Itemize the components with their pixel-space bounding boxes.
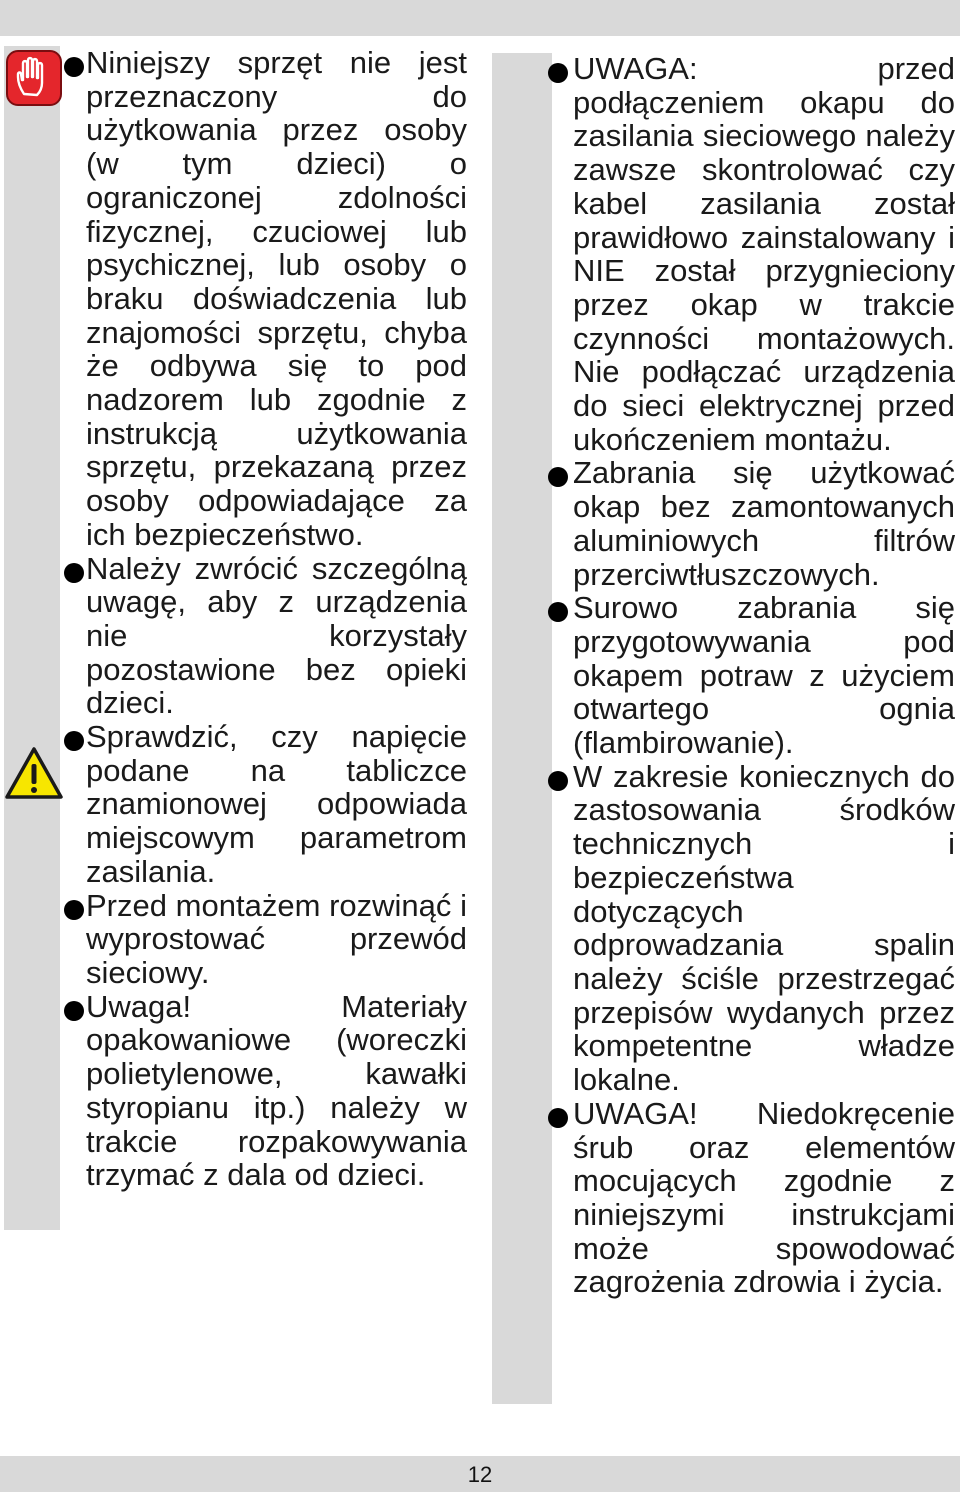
right-text-column [573,52,955,1299]
list-item: Przed montażem rozwinąć i wyprostować przewód sieciowy. [86,887,467,990]
middle-margin-strip [492,53,552,1404]
left-margin-strip [4,46,60,1230]
warning-triangle-icon [4,745,64,801]
left-text-column [86,46,467,1192]
list-item: Należy zwrócić szczególną uwagę, aby z urządzenia nie korzystały pozostawione bez opieki dzieci. [86,550,467,721]
list-item: Uwaga! Materiały opakowaniowe (woreczki polietylenowe, kawałki styropianu itp.) należy w trakcie rozpakowywania trzymać z dala od dzieci. [86,988,467,1193]
stop-hand-icon [6,50,62,106]
header-band [0,0,960,36]
list-item: Sprawdzić, czy napięcie podane na tabliczce znamionowej odpowiada miejscowym parametrom zasilania. [86,719,467,889]
list-item: W zakresie koniecznych do zastosowania środków technicznych i bezpieczeństwa dotyczących odprowadzania spalin należy ściśle przestrzegać przepisów wydanych przez kompetentne władze lokalne. [573,758,955,1098]
list-item: Zabrania się użytkować okap bez zamontowanych aluminiowych filtrów przerciwtłuszczowych. [573,455,955,592]
list-item: Surowo zabrania się przygotowywania pod okapem potraw z użyciem otwartego ognia (flambirowanie). [573,590,955,761]
list-item: Niniejszy sprzęt nie jest przeznaczony do użytkowania przez osoby (w tym dzieci) o ograniczonej zdolności fizycznej, czuciowej lub psychicznej, lub osoby o braku doświadczenia lub znajomości sprzętu, chyba że odbywa się to pod nadzorem lub zgodnie z instrukcją użytkowania sprzętu, przekazaną przez osoby odpowiadające za ich bezpieczeństwo. [86,45,467,552]
page-number: 12 [467,1462,493,1487]
list-item: UWAGA! Niedokręcenie śrub oraz elementów mocujących zgodnie z niniejszymi instrukcjami może spowodować zagrożenia zdrowia i życia. [573,1095,955,1300]
list-item: UWAGA: przed podłączeniem okapu do zasilania sieciowego należy zawsze skontrolować czy kabel zasilania został prawidłowo zainstalowany i NIE został przygnieciony przez okap w trakcie czynności montażowych. Nie podłączać urządzenia do sieci elektrycznej przed ukończeniem montażu. [573,51,955,457]
